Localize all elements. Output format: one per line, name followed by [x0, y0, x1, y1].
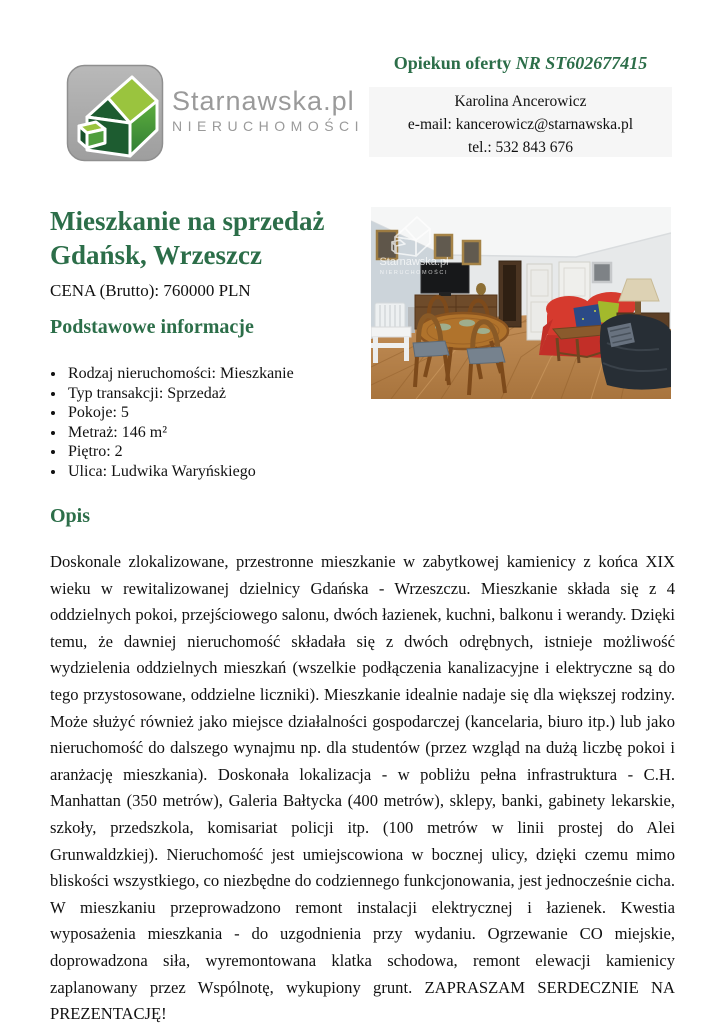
logo-subtitle-text: NIERUCHOMOŚCI	[172, 118, 365, 134]
basic-info-heading: Podstawowe informacje	[50, 316, 254, 338]
listing-title-line1: Mieszkanie na sprzedaż	[50, 206, 325, 236]
offer-number-line	[369, 53, 672, 74]
basic-info-item-floor: • Piętro: 2	[66, 442, 366, 462]
basic-info-item-rooms: • Pokoje: 5	[66, 403, 366, 423]
price-line: CENA (Brutto): 760000 PLN	[50, 281, 251, 300]
agent-email: e-mail: kancerowicz@starnawska.pl	[407, 116, 634, 133]
logo-wordmark	[172, 86, 372, 134]
basic-info-list	[66, 364, 366, 481]
offer-number: NR ST602677415	[515, 53, 648, 73]
placemat	[459, 320, 475, 327]
portrait-frame-1-icon	[435, 235, 452, 258]
listing-title-line2: Gdańsk, Wrzeszcz	[50, 240, 262, 270]
black-armchair	[600, 314, 671, 389]
basic-info-item-street: • Ulica: Ludwika Waryńskiego	[66, 462, 366, 482]
apartment-photo	[371, 207, 671, 399]
listing-title	[50, 204, 370, 272]
description-heading: Opis	[50, 505, 91, 527]
offer-label: Opiekun oferty	[393, 53, 516, 73]
basic-info-item-transaction: • Typ transakcji: Sprzedaż	[66, 384, 366, 404]
agent-name: Karolina Ancerowicz	[454, 93, 587, 110]
picture-frame-right-icon	[593, 263, 611, 282]
basic-info-item-type: • Rodzaj nieruchomości: Mieszkanie	[66, 364, 366, 384]
basic-info-item-area: • Metraż: 146 m²	[66, 423, 366, 443]
logo-brand-text: Starnawska.pl	[172, 86, 355, 116]
watermark-brand-text: Starnawska.pl	[379, 256, 449, 268]
description-text: Doskonale zlokalizowane, przestronne mieszkanie w zabytkowej kamienicy z końca XIX wieku w rewitalizowanej dzielnicy Gdańska - Wrzeszczu. Mieszkanie składa się z 4 oddzielnych pokoi, przejściowego salonu, dwóch łazienek, kuchni, balkonu i werandy. Dzięki temu, że dawniej nieruchomość składała się z dwóch odrębnych, istnieje możliwość wydzielenia oddzielnych mieszkań (wszelkie podłączenia kanalizacyjne i elektryczne są do tego przystosowane, oddzielne liczniki). Mieszkanie idealnie nadaje się dla większej rodziny. Może służyć również jako miejsce działalności gospodarczej (kancelaria, biuro itp.) lub jako nieruchomość do dalszego wynajmu np. dla studentów (przez wzgląd na dużą liczbę pokoi i aranżację mieszkania). Doskonała lokalizacja - w pobliżu pełna infrastruktura - C.H. Manhattan (350 metrów), Galeria Bałtycka (400 metrów), sklepy, banki, gabinety lekarskie, szkoły, przedszkola, komisariat policji itp. (100 metrów w linii prostej do Alei Grunwaldzkiej). Nieruchomość jest umiejscowiona w bocznej ulicy, dzięki czemu mimo bliskości wszystkiego, co niezbędne do codziennego funkcjonowania, jest jednocześnie cicha. W mieszkaniu przeprowadzono remont instalacji elektrycznej i łazienek. Kwestia wyposażenia mieszkania - do uzgodnienia przy wydaniu. Ogrzewanie CO miejskie, doprowadzona siła, wyremontowana klatka schodowa, remont elewacji kamienicy zaplanowany przez Wspólnotę, wykupiony grunt. ZAPRASZAM SERDECZNIE NA PREZENTACJĘ!	[50, 552, 675, 1024]
watermark-subtitle-text: NIERUCHOMOŚCI	[379, 270, 449, 276]
portrait-frame-2-icon	[463, 241, 480, 264]
agent-contact-box	[369, 87, 672, 157]
agent-phone: tel.: 532 843 676	[467, 139, 574, 156]
agency-logo	[66, 64, 366, 164]
samovar	[476, 283, 486, 295]
logo-house-icon	[66, 64, 164, 162]
